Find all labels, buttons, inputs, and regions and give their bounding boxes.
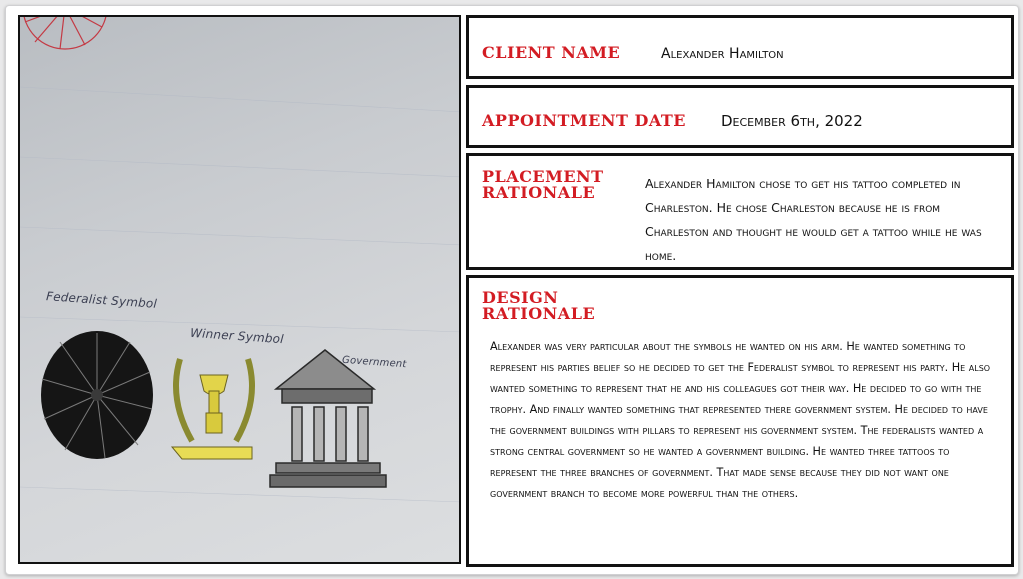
trophy-icon	[172, 359, 252, 459]
slide	[5, 5, 1019, 575]
red-wheel-icon	[23, 17, 107, 49]
placement-rationale-heading: PLACEMENT RATIONALE	[482, 167, 604, 202]
client-name-value: Alexander Hamilton	[661, 46, 784, 62]
tattoo-sketch-photo	[18, 15, 461, 564]
client-name-heading: CLIENT NAME	[482, 43, 621, 62]
appointment-date-value: December 6th, 2022	[721, 112, 863, 130]
design-rationale-heading: DESIGN RATIONALE	[482, 288, 596, 323]
design-rationale-box	[466, 275, 1014, 567]
design-rationale-text: Alexander was very particular about the symbols he wanted on his arm. He wanted something to represent his parties belief so he decided to get the Federalist symbol to represent his party. He also wanted something to represent that he and his colleagues got their way. He decided to go with the trophy. And finally wanted something that represented there government system. He decided to have the government buildings with pillars to represent his government system. The federalists wanted a strong central government so he wanted a government building. He wanted three tattoos to represent the three branches of government. That made sense because they did not want one government branch to become more powerful than the others.	[490, 340, 991, 500]
federalist-symbol-label: Federalist Symbol	[45, 289, 158, 311]
federalist-wheel-icon	[41, 331, 153, 459]
government-building-icon	[270, 350, 386, 487]
placement-rationale-box	[466, 153, 1014, 270]
appointment-date-box	[466, 85, 1014, 148]
placement-rationale-text: Alexander Hamilton chose to get his tattoo completed in Charleston. He chose Charleston because he is from Charleston and thought he would get a tattoo while he was home.	[645, 176, 982, 263]
government-label: Government	[341, 354, 407, 371]
client-name-box	[466, 15, 1014, 79]
sketch-drawing	[20, 17, 461, 564]
appointment-date-heading: APPOINTMENT DATE	[482, 111, 686, 130]
winner-symbol-label: Winner Symbol	[189, 325, 285, 347]
